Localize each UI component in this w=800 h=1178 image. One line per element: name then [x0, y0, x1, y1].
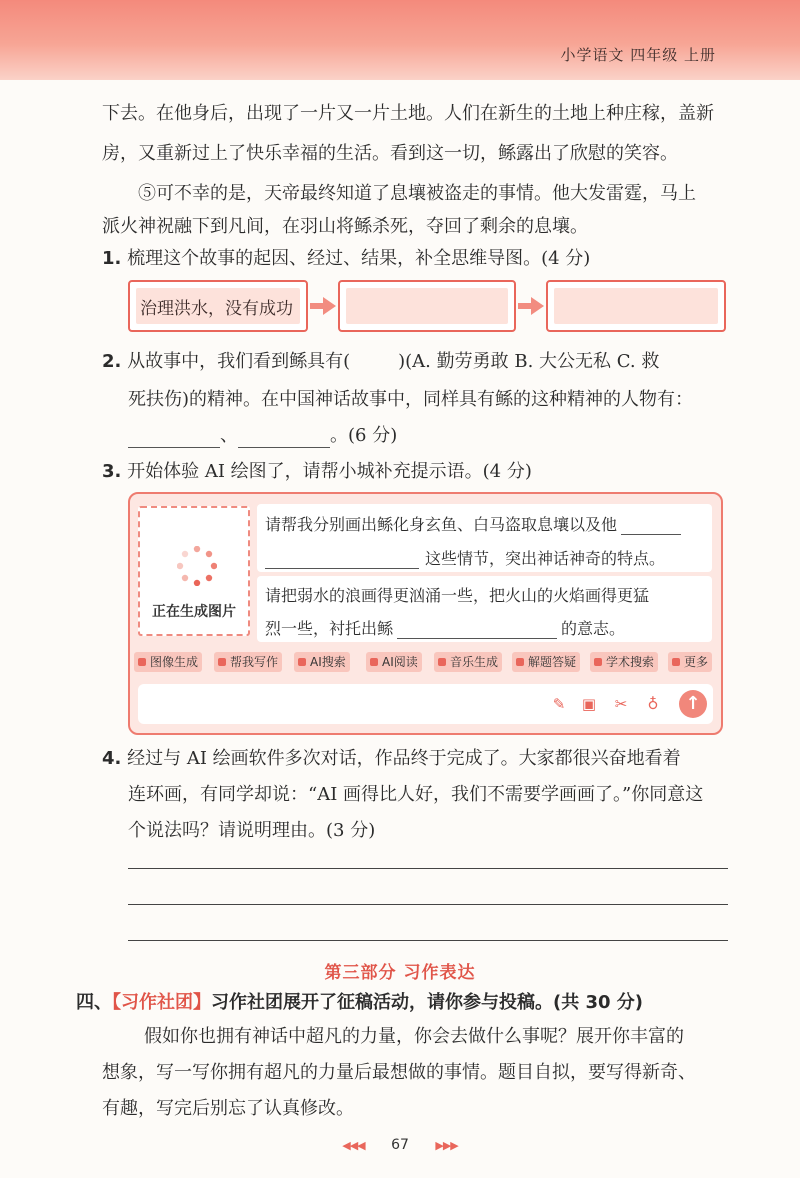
question-text: 经过与 AI 绘画软件多次对话，作品终于完成了。大家都很兴奋地看着: [127, 748, 681, 769]
loading-spinner-icon: [177, 546, 217, 586]
send-arrow-icon[interactable]: ↑: [679, 690, 707, 718]
camera-icon[interactable]: ▣: [581, 695, 597, 713]
triangle-left-icon: ◀◀◀: [342, 1139, 365, 1152]
question-text: 梳理这个故事的起因、经过、结果，补全思维导图。(4 分): [127, 248, 591, 269]
answer-line[interactable]: [128, 940, 728, 941]
part-number: 四、: [76, 992, 112, 1013]
generating-label: 正在生成图片: [152, 604, 236, 620]
document-icon: [516, 658, 524, 666]
question-4-line-2: 连环画，有同学却说：“AI 画得比人好，我们不需要学画画了。”你同意这: [128, 784, 704, 805]
answer-blank[interactable]: [265, 550, 419, 569]
arrow-right-icon: [310, 297, 336, 315]
question-3: [102, 460, 532, 484]
story-line-1: 下去。在他身后，出现了一片又一片土地。人们在新生的土地上种庄稼，盖新: [102, 103, 714, 124]
part-text: 习作社团展开了征稿活动，请你参与投稿。(共 30 分): [211, 992, 644, 1013]
essay-prompt-line-2: 想象，写一写你拥有超凡的力量后最想做的事情。题目自拟，要写得新奇、: [102, 1062, 696, 1083]
triangle-right-icon: ▶▶▶: [435, 1139, 458, 1152]
image-preview: [138, 506, 250, 636]
answer-line[interactable]: [128, 904, 728, 905]
music-icon: [438, 658, 446, 666]
tool-academic-search[interactable]: 学术搜索: [590, 652, 658, 672]
tool-ai-read[interactable]: AI阅读: [366, 652, 422, 672]
mindmap-box-process[interactable]: [338, 280, 516, 332]
question-2-line-2: 死扶伤)的精神。在中国神话故事中，同样具有鲧的这种精神的人物有：: [128, 389, 694, 410]
graduation-icon: [594, 658, 602, 666]
tool-music-generate[interactable]: 音乐生成: [434, 652, 502, 672]
essay-prompt-line-3: 有趣，写完后别忘了认真修改。: [102, 1098, 354, 1119]
image-icon: [138, 658, 146, 666]
question-text-b: )(A. 勤劳勇敢 B. 大公无私 C. 救: [398, 351, 660, 372]
part-tag: 【习作社团】: [112, 992, 211, 1013]
answer-blank[interactable]: [128, 429, 220, 448]
essay-prompt-line-1: 假如你也拥有神话中超凡的力量，你会去做什么事呢？展开你丰富的: [144, 1026, 684, 1047]
question-text-a: 从故事中，我们看到鲧具有(: [127, 351, 351, 372]
page-footer: [0, 1137, 800, 1153]
question-text: 开始体验 AI 绘图了，请帮小城补充提示语。(4 分): [127, 461, 532, 482]
mind-map: [128, 280, 728, 336]
prompt-1-line-1: 请帮我分别画出鲧化身玄鱼、白马盗取息壤以及他: [265, 512, 681, 535]
search-icon: [298, 658, 306, 666]
prompt-2-line-1: 请把弱水的浪画得更汹涌一些，把火山的火焰画得更猛: [265, 586, 650, 605]
prompt-1-line-2: 这些情节，突出神话神奇的特点。: [265, 546, 665, 569]
book-icon: [370, 658, 378, 666]
answer-blank[interactable]: [238, 429, 330, 448]
chat-input[interactable]: [138, 684, 713, 724]
story-line-3: ⑤可不幸的是，天帝最终知道了息壤被盗走的事情。他大发雷霆，马上: [138, 183, 696, 204]
tool-writing-help[interactable]: 帮我写作: [214, 652, 282, 672]
page-header: [0, 0, 800, 80]
ai-drawing-panel: [128, 492, 723, 735]
page-number: 67: [391, 1137, 409, 1153]
tool-problem-solve[interactable]: 解题答疑: [512, 652, 580, 672]
tool-image-generate[interactable]: 图像生成: [134, 652, 202, 672]
tool-more[interactable]: 更多: [668, 652, 712, 672]
story-line-4: 派火神祝融下到凡间，在羽山将鲧杀死，夺回了剩余的息壤。: [102, 216, 588, 237]
separator: 、: [220, 425, 238, 446]
answer-blank[interactable]: [621, 516, 681, 535]
pen-icon: [218, 658, 226, 666]
question-number: 3.: [102, 461, 122, 482]
microphone-icon[interactable]: ♁: [647, 695, 659, 713]
question-4: [102, 747, 681, 771]
prompt-2-line-2: 烈一些，衬托出鲧 的意志。: [265, 619, 626, 638]
question-2: [102, 350, 659, 374]
answer-line[interactable]: [128, 868, 728, 869]
prompt-bubble-2: [257, 576, 712, 642]
section-title: 第三部分 习作表达: [324, 963, 476, 983]
part-4-heading: [76, 988, 643, 1014]
mindmap-box-cause: [128, 280, 308, 332]
score-text: 。(6 分): [330, 425, 398, 446]
story-line-2: 房，又重新过上了快乐幸福的生活。看到这一切，鲧露出了欣慰的笑容。: [102, 143, 678, 164]
mindmap-cause-text: 治理洪水，没有成功: [140, 299, 293, 319]
prompt-bubble-1: [257, 504, 712, 572]
arrow-right-icon: [518, 297, 544, 315]
question-4-line-3: 个说法吗？请说明理由。(3 分): [128, 820, 376, 841]
question-2-line-3: [128, 424, 397, 448]
mindmap-box-result[interactable]: [546, 280, 726, 332]
book-title: 小学语文 四年级 上册: [560, 46, 716, 64]
paperclip-icon[interactable]: ✎: [552, 695, 566, 713]
answer-blank[interactable]: [397, 620, 557, 639]
tool-ai-search[interactable]: AI搜索: [294, 652, 350, 672]
question-number: 1.: [102, 248, 122, 269]
question-number: 2.: [102, 351, 122, 372]
scissors-icon[interactable]: ✂: [614, 695, 628, 713]
more-icon: [672, 658, 680, 666]
question-1: [102, 247, 590, 271]
question-number: 4.: [102, 748, 122, 769]
